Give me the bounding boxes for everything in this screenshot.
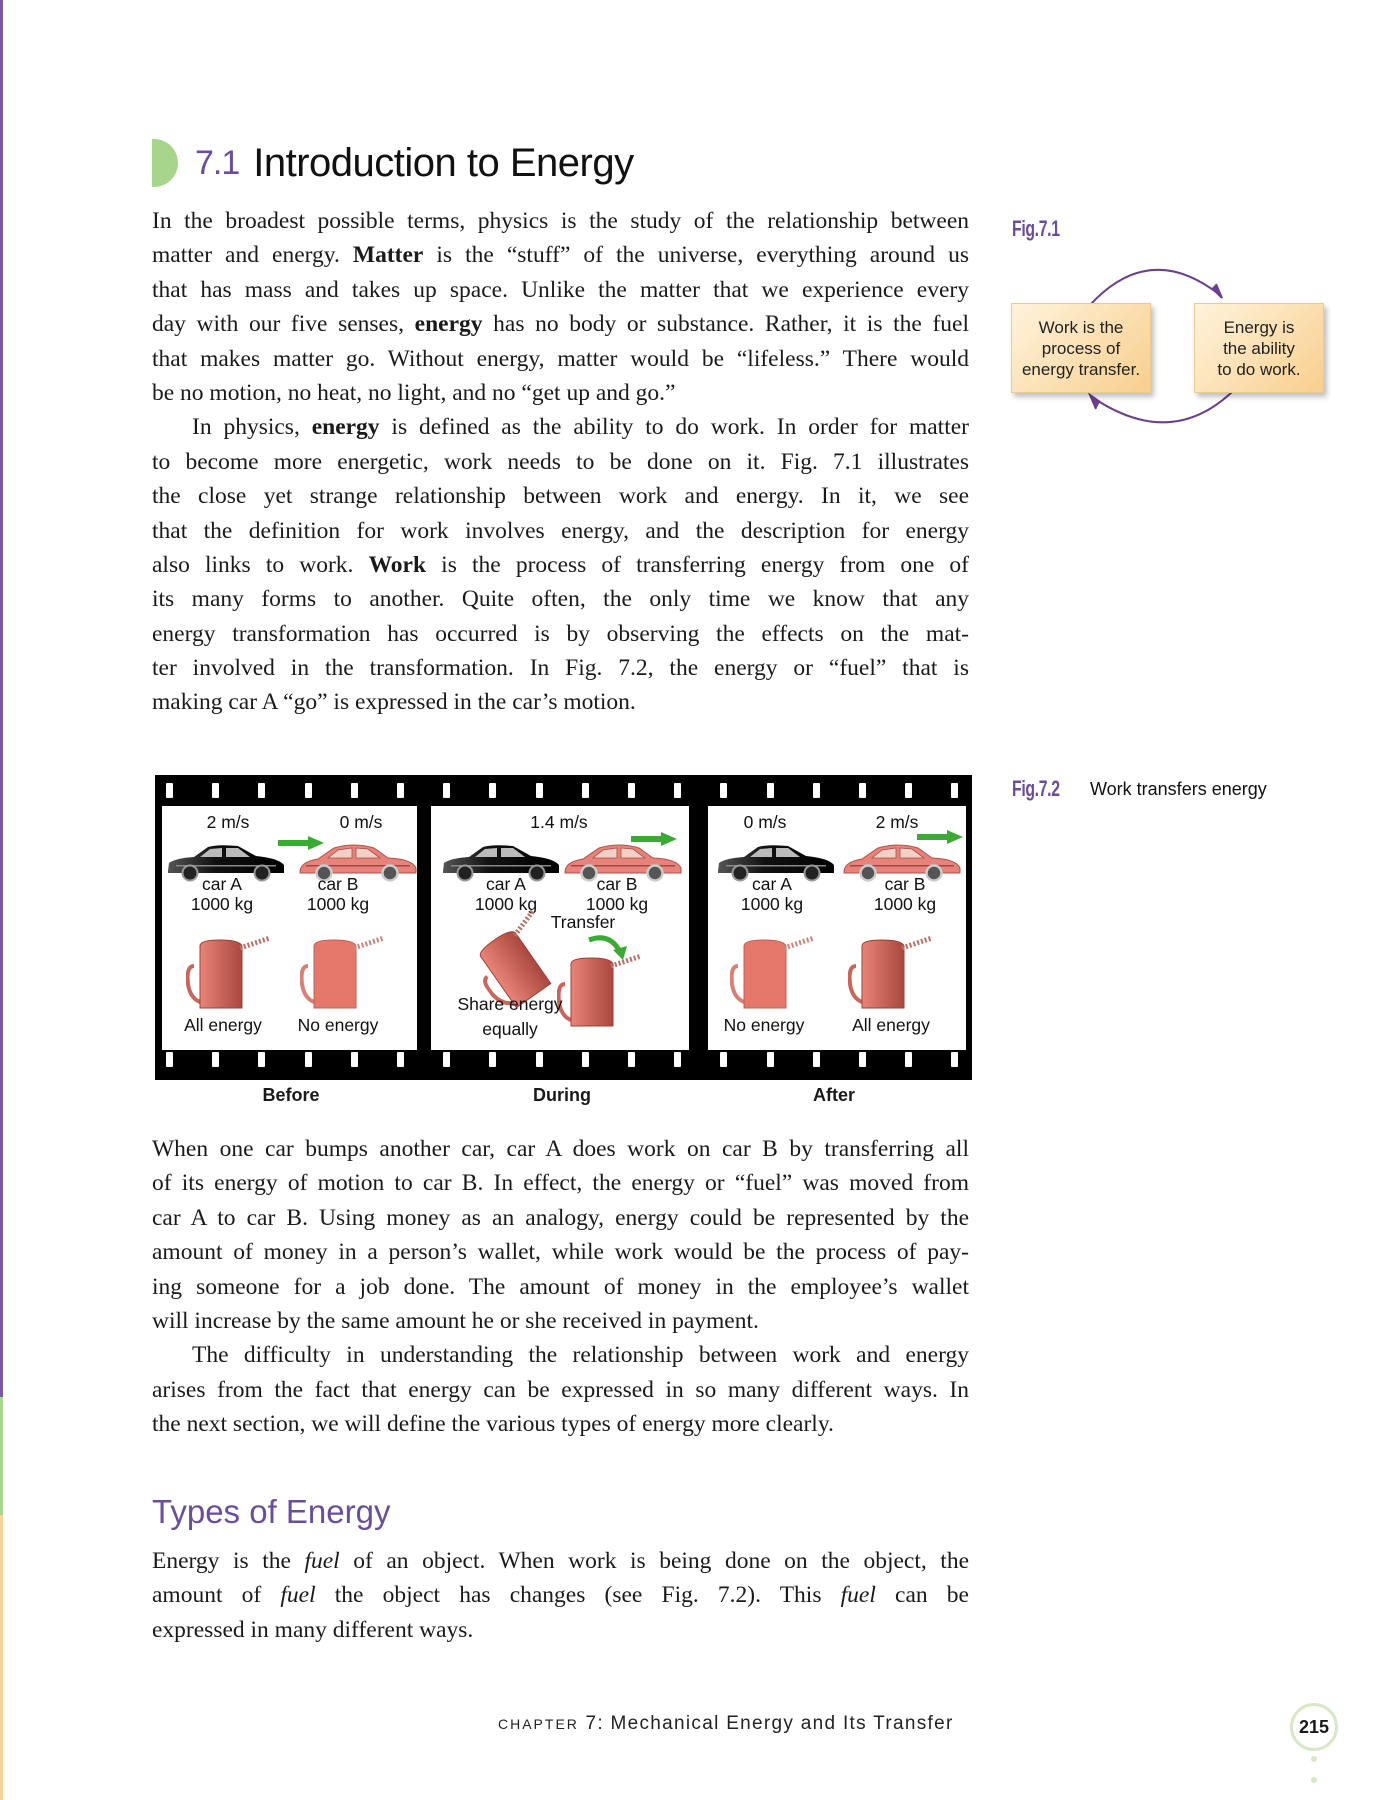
transfer-label: Transfer bbox=[550, 912, 616, 932]
mass-label: 1000 kg bbox=[740, 894, 804, 914]
text-run: of an object. When work is being done on the object, the bbox=[339, 1548, 970, 1574]
full-gas-can-icon bbox=[186, 936, 276, 1011]
sprocket-hole bbox=[582, 783, 589, 798]
text-run: has no body or substance. Rather, it is the fuel bbox=[482, 311, 969, 338]
bold-term: energy bbox=[311, 414, 380, 441]
sprocket-hole bbox=[628, 1052, 635, 1067]
energy-label: All energy bbox=[852, 1015, 930, 1035]
text-line bbox=[152, 514, 969, 548]
work-box-line: Work is the bbox=[1038, 317, 1124, 337]
text-line bbox=[152, 273, 969, 307]
sprocket-hole bbox=[166, 783, 173, 798]
empty-gas-can-icon bbox=[300, 936, 390, 1011]
energy-label: All energy bbox=[184, 1015, 262, 1035]
text-run: the close yet strange relationship between work and energy. In it, we see bbox=[152, 483, 969, 510]
sprocket-hole bbox=[767, 783, 774, 798]
mass-label: 1000 kg bbox=[306, 894, 370, 914]
car-label: car A bbox=[486, 874, 526, 894]
energy-definition-box bbox=[1194, 303, 1324, 393]
text-line bbox=[152, 376, 969, 410]
sprocket-hole bbox=[489, 1052, 496, 1067]
text-line bbox=[152, 617, 969, 651]
text-run: is the process of transferring energy from one of bbox=[426, 551, 969, 578]
text-line bbox=[152, 1613, 969, 1647]
sprocket-hole bbox=[951, 783, 958, 798]
sprocket-hole bbox=[258, 1052, 265, 1067]
stage-label-before: Before bbox=[262, 1085, 320, 1105]
text-run: its many forms to another. Quite often, the only time we know that any bbox=[152, 586, 969, 613]
sprocket-hole bbox=[813, 783, 820, 798]
section-title bbox=[152, 138, 634, 188]
text-line bbox=[152, 1544, 969, 1578]
sprocket-hole bbox=[443, 783, 450, 798]
text-line bbox=[152, 1132, 969, 1166]
text-line bbox=[152, 1270, 969, 1304]
text-run: The difficulty in understanding the relationship between work and energy bbox=[192, 1342, 969, 1369]
sprocket-hole bbox=[905, 783, 912, 798]
sprocket-hole bbox=[397, 1052, 404, 1067]
text-line bbox=[152, 548, 969, 582]
text-run: amount of bbox=[152, 1582, 281, 1609]
energy-box-line: the ability bbox=[1223, 338, 1295, 358]
energy-label: No energy bbox=[723, 1015, 805, 1035]
sprocket-hole bbox=[351, 783, 358, 798]
panel-after bbox=[708, 806, 966, 1050]
text-run: amount of money in a person’s wallet, while work would be the process of pay- bbox=[152, 1239, 969, 1266]
italic-term: fuel bbox=[840, 1582, 876, 1609]
text-run: car A to car B. Using money as an analogy, energy could be represented by the bbox=[152, 1204, 969, 1231]
text-run: arises from the fact that energy can be expressed in so many different ways. In bbox=[152, 1376, 969, 1403]
filmstrip-figure bbox=[155, 775, 972, 1080]
work-definition-box bbox=[1011, 303, 1151, 393]
mass-label: 1000 kg bbox=[474, 894, 538, 914]
text-line bbox=[152, 1235, 969, 1269]
yellow-edge-stripe bbox=[0, 1515, 3, 1800]
text-run: can be bbox=[875, 1582, 969, 1609]
speed-label: 1.4 m/s bbox=[530, 812, 588, 832]
text-line bbox=[152, 204, 969, 238]
text-run: that the definition for work involves energy, and the description for energy bbox=[152, 517, 969, 544]
subheading-types-of-energy: Types of Energy bbox=[152, 1493, 391, 1530]
text-line bbox=[152, 238, 969, 272]
sprocket-hole bbox=[905, 1052, 912, 1067]
car-label: car B bbox=[596, 874, 638, 894]
text-line bbox=[152, 410, 969, 444]
section-title-text: Introduction to Energy bbox=[253, 140, 634, 185]
text-run: energy transformation has occurred is by observing the effects on the mat- bbox=[152, 620, 969, 647]
mass-label: 1000 kg bbox=[873, 894, 937, 914]
text-line bbox=[152, 651, 969, 685]
speed-label: 0 m/s bbox=[339, 812, 383, 832]
text-line bbox=[152, 1338, 969, 1372]
sprocket-hole bbox=[443, 1052, 450, 1067]
text-line bbox=[152, 479, 969, 513]
text-run: day with our five senses, bbox=[152, 311, 415, 338]
body-text-bottom bbox=[152, 1544, 969, 1647]
half-gas-can-icon bbox=[557, 954, 647, 1029]
work-box-line: process of bbox=[1041, 338, 1121, 358]
body-text-top bbox=[152, 204, 969, 720]
green-edge-stripe bbox=[0, 1397, 3, 1515]
empty-gas-can-icon bbox=[730, 936, 820, 1011]
sprocket-hole bbox=[397, 783, 404, 798]
sprocket-hole bbox=[212, 783, 219, 798]
text-run: be no motion, no heat, no light, and no “get up and go.” bbox=[152, 379, 676, 406]
text-line bbox=[152, 445, 969, 479]
mass-label: 1000 kg bbox=[190, 894, 254, 914]
share-label: Share energy bbox=[457, 994, 563, 1014]
car-label: car B bbox=[884, 874, 926, 894]
fig-7-2-caption: Work transfers energy bbox=[1090, 779, 1267, 799]
panel-during bbox=[431, 806, 689, 1050]
sprocket-hole bbox=[767, 1052, 774, 1067]
share-label: equally bbox=[482, 1019, 538, 1039]
full-gas-can-icon bbox=[848, 936, 938, 1011]
text-line bbox=[152, 307, 969, 341]
speed-label: 2 m/s bbox=[206, 812, 250, 832]
sprocket-hole bbox=[489, 783, 496, 798]
fig-7-1-label: Fig.7.1 bbox=[1012, 216, 1060, 241]
text-line bbox=[152, 1578, 969, 1612]
text-run: ing someone for a job done. The amount of money in the employee’s wallet bbox=[152, 1273, 969, 1300]
text-run: will increase by the same amount he or she received in payment. bbox=[152, 1307, 759, 1334]
sprocket-hole bbox=[628, 783, 635, 798]
text-run: In the broadest possible terms, physics is the study of the relationship between bbox=[152, 208, 969, 234]
energy-box-line: Energy is bbox=[1223, 317, 1295, 337]
text-line bbox=[152, 685, 969, 719]
sprocket-hole bbox=[305, 783, 312, 798]
text-run: is the “stuff” of the universe, everything around us bbox=[423, 242, 969, 269]
panel-before bbox=[162, 806, 417, 1050]
sprocket-hole bbox=[582, 1052, 589, 1067]
text-run: is defined as the ability to do work. In order for matter bbox=[379, 414, 969, 441]
chapter-title: 7: Mechanical Energy and Its Transfer bbox=[578, 1713, 954, 1734]
text-line bbox=[152, 1373, 969, 1407]
purple-edge-stripe bbox=[0, 0, 3, 1397]
text-run: ter involved in the transformation. In Fig. 7.2, the energy or “fuel” that is bbox=[152, 655, 969, 682]
work-box-line: energy transfer. bbox=[1021, 359, 1141, 379]
speed-label: 2 m/s bbox=[875, 812, 919, 832]
italic-term: fuel bbox=[304, 1548, 340, 1574]
bold-term: Work bbox=[368, 551, 427, 578]
speed-label: 0 m/s bbox=[743, 812, 787, 832]
sprocket-hole bbox=[351, 1052, 358, 1067]
car-label: car B bbox=[317, 874, 359, 894]
bold-term: Matter bbox=[352, 242, 424, 269]
text-run: also links to work. bbox=[152, 551, 369, 578]
decorative-dot bbox=[1311, 1756, 1317, 1762]
text-line bbox=[152, 1201, 969, 1235]
text-run: In physics, bbox=[192, 414, 312, 441]
motion-arrow-icon bbox=[917, 830, 963, 844]
italic-term: fuel bbox=[280, 1582, 316, 1609]
text-line bbox=[152, 1304, 969, 1338]
motion-arrow-icon bbox=[630, 832, 678, 846]
car-label: car A bbox=[202, 874, 242, 894]
text-line bbox=[152, 1166, 969, 1200]
body-text-middle bbox=[152, 1132, 969, 1442]
section-marker-icon bbox=[152, 139, 178, 187]
text-line bbox=[152, 342, 969, 376]
sprocket-hole bbox=[674, 1052, 681, 1067]
energy-box-line: to do work. bbox=[1217, 359, 1301, 379]
text-line bbox=[152, 582, 969, 616]
sprocket-hole bbox=[720, 1052, 727, 1067]
text-run: that makes matter go. Without energy, matter would be “lifeless.” There would bbox=[152, 345, 969, 372]
sprocket-hole bbox=[859, 1052, 866, 1067]
mass-label: 1000 kg bbox=[585, 894, 649, 914]
text-run: of its energy of motion to car B. In effect, the energy or “fuel” was moved from bbox=[152, 1170, 969, 1197]
energy-label: No energy bbox=[297, 1015, 379, 1035]
text-run: that has mass and takes up space. Unlike the matter that we experience every bbox=[152, 276, 969, 303]
stage-label-during: During bbox=[533, 1085, 591, 1105]
bold-term: energy bbox=[414, 311, 483, 338]
page-number: 215 bbox=[1290, 1703, 1338, 1751]
text-run: expressed in many different ways. bbox=[152, 1616, 474, 1643]
text-run: making car A “go” is expressed in the car’s motion. bbox=[152, 689, 636, 716]
sprocket-hole bbox=[212, 1052, 219, 1067]
sprocket-hole bbox=[674, 783, 681, 798]
sprocket-hole bbox=[813, 1052, 820, 1067]
chapter-word: CHAPTER bbox=[498, 1716, 579, 1732]
sprocket-hole bbox=[951, 1052, 958, 1067]
text-run: the next section, we will define the various types of energy more clearly. bbox=[152, 1411, 834, 1438]
fig-7-2-label: Fig.7.2 bbox=[1012, 776, 1060, 801]
chapter-footer bbox=[498, 1713, 954, 1735]
sprocket-hole bbox=[859, 783, 866, 798]
section-number: 7.1 bbox=[195, 143, 240, 182]
text-run: the object has changes (see Fig. 7.2). This bbox=[315, 1582, 841, 1609]
decorative-dot bbox=[1311, 1777, 1317, 1783]
text-run: Energy is the bbox=[152, 1548, 305, 1574]
sprocket-hole bbox=[536, 783, 543, 798]
sprocket-hole bbox=[720, 783, 727, 798]
sprocket-hole bbox=[258, 783, 265, 798]
text-run: matter and energy. bbox=[152, 242, 353, 269]
car-label: car A bbox=[752, 874, 792, 894]
sprocket-hole bbox=[166, 1052, 173, 1067]
text-run: to become more energetic, work needs to be done on it. Fig. 7.1 illustrates bbox=[152, 448, 969, 475]
text-line bbox=[152, 1407, 969, 1441]
stage-label-after: After bbox=[812, 1085, 856, 1105]
sprocket-hole bbox=[305, 1052, 312, 1067]
text-run: When one car bumps another car, car A does work on car B by transferring all bbox=[152, 1136, 969, 1162]
sprocket-hole bbox=[536, 1052, 543, 1067]
